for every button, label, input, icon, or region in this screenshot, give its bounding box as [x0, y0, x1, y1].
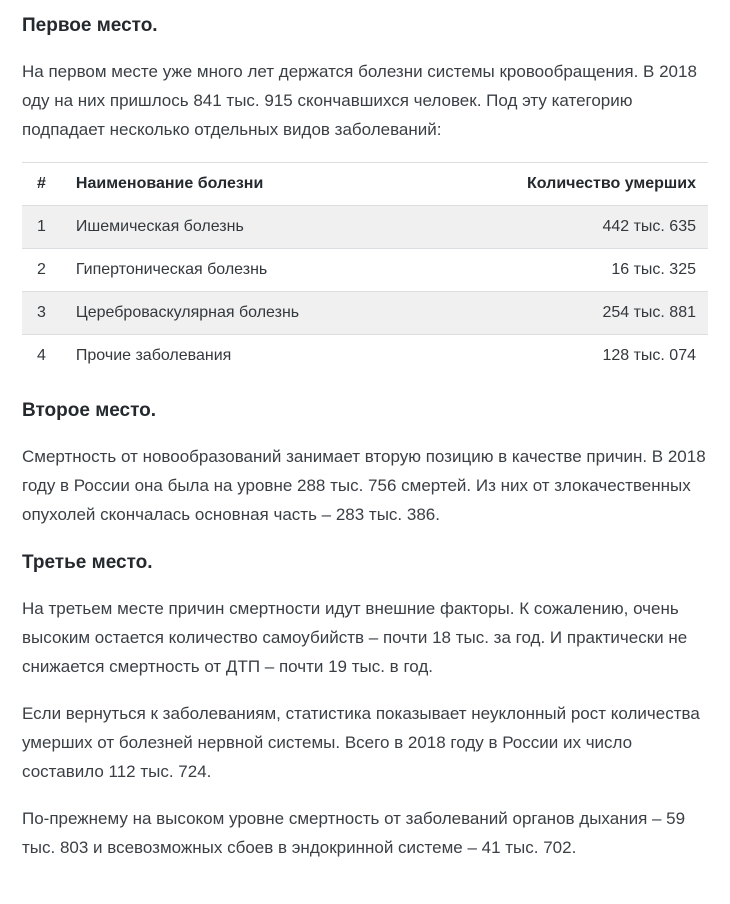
table-row — [22, 292, 708, 335]
diseases-table — [22, 162, 708, 377]
disease-name: Прочие заболевания — [75, 347, 232, 364]
column-header-number: # — [37, 175, 46, 192]
section-3-paragraph-1: На третьем месте причин смертности идут внешние факторы. К сожалению, очень высоким остается количество самоубийств – почти 18 тыс. за год. И практически не снижается смертность от ДТП – почти 19 тыс. в год. — [22, 599, 688, 676]
section-2-paragraph: Смертность от новообразований занимает вторую позицию в качестве причин. В 2018 году в России она была на уровне 288 тыс. 756 смертей. Из них от злокачественных опухолей скончалась основная часть – 283 тыс. 386. — [22, 447, 706, 524]
disease-name: Цереброваскулярная болезнь — [75, 304, 300, 321]
section-2-heading: Второе место. — [22, 400, 157, 421]
table-header-row — [22, 163, 708, 206]
section-3-paragraph-3: По-прежнему на высоком уровне смертность от заболеваний органов дыхания – 59 тыс. 803 и всевозможных сбоев в эндокринной системе – 41 тыс. 702. — [22, 809, 686, 857]
section-1-heading: Первое место. — [22, 15, 158, 36]
row-number: 4 — [37, 347, 46, 364]
death-count: 128 тыс. 074 — [602, 347, 696, 364]
table-row — [22, 206, 708, 249]
section-1-paragraph: На первом месте уже много лет держатся болезни системы кровообращения. В 2018 оду на них пришлось 841 тыс. 915 скончавшихся человек. Под эту категорию подпадает несколько отдельных видов заболеваний: — [22, 62, 697, 139]
row-number: 3 — [37, 304, 46, 321]
death-count: 254 тыс. 881 — [602, 304, 696, 321]
section-3-heading: Третье место. — [22, 552, 153, 573]
table-row — [22, 249, 708, 292]
death-count: 442 тыс. 635 — [602, 218, 696, 235]
column-header-disease-name: Наименование болезни — [75, 175, 264, 192]
section-3-paragraph-2: Если вернуться к заболеваниям, статистика показывает неуклонный рост количества умерших от болезней нервной системы. Всего в 2018 году в России их число составило 112 тыс. 724. — [22, 704, 700, 781]
table-row — [22, 335, 708, 378]
disease-name: Гипертоническая болезнь — [75, 261, 268, 278]
row-number: 1 — [37, 218, 46, 235]
column-header-death-count: Количество умерших — [527, 175, 696, 192]
death-count: 16 тыс. 325 — [611, 261, 696, 278]
row-number: 2 — [37, 261, 46, 278]
disease-name: Ишемическая болезнь — [75, 218, 244, 235]
